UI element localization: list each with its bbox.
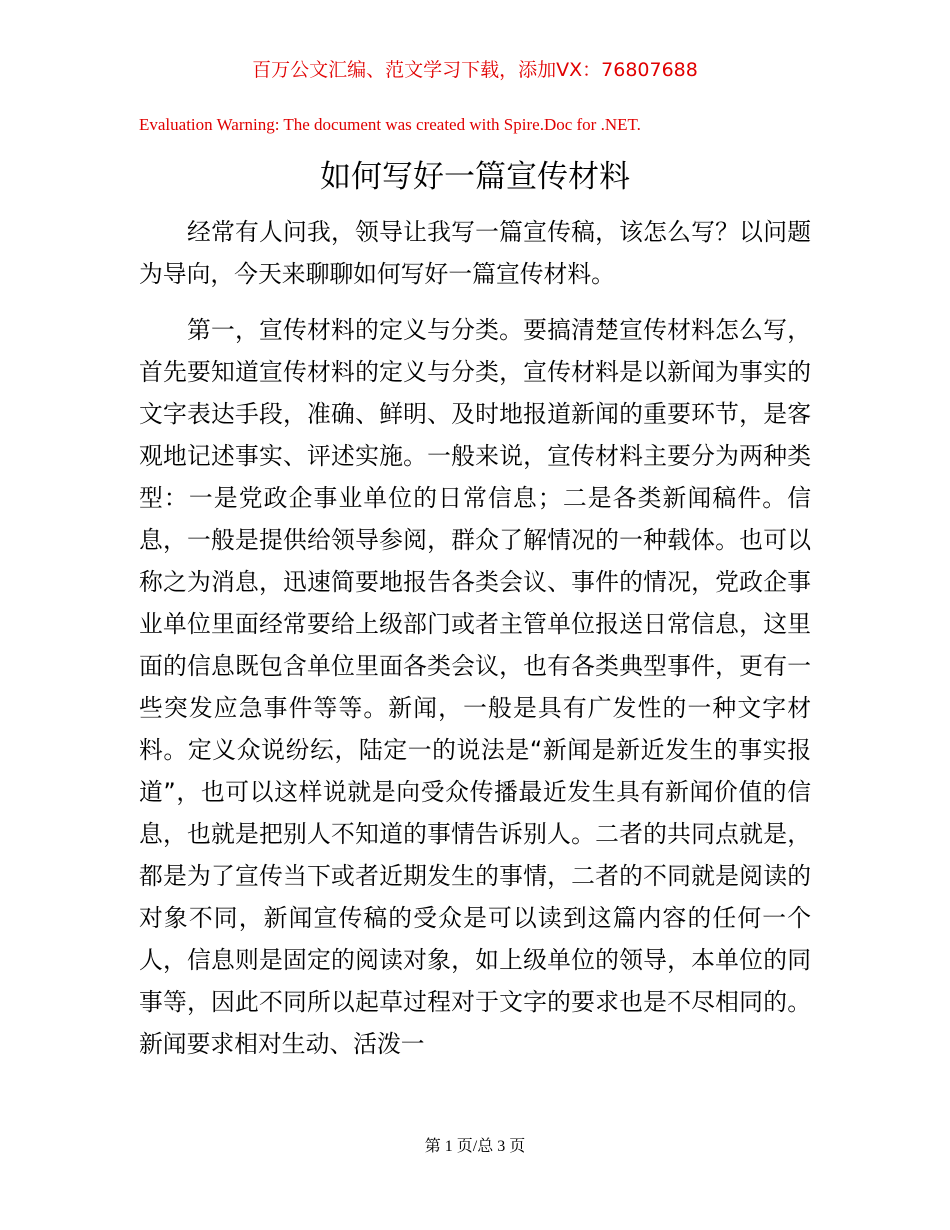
promo-banner: 百万公文汇编、范文学习下载，添加VX：76807688 [252,59,698,81]
body-paragraph-1: 经常有人问我，领导让我写一篇宣传稿，该怎么写？以问题为导向，今天来聊聊如何写好一篇宣传材料。 [139,218,811,288]
evaluation-warning: Evaluation Warning: The document was created with Spire.Doc for .NET. [139,115,641,134]
body-paragraph-2: 第一，宣传材料的定义与分类。要搞清楚宣传材料怎么写，首先要知道宣传材料的定义与分类，宣传材料是以新闻为事实的文字表达手段，准确、鲜明、及时地报道新闻的重要环节，是客观地记述事实、评述实施。一般来说，宣传材料主要分为两种类型：一是党政企事业单位的日常信息；二是各类新闻稿件。信息，一般是提供给领导参阅，群众了解情况的一种载体。也可以称之为消息，迅速简要地报告各类会议、事件的情况，党政企事业单位里面经常要给上级部门或者主管单位报送日常信息，这里面的信息既包含单位里面各类会议，也有各类典型事件，更有一些突发应急事件等等。新闻，一般是具有广发性的一种文字材料。定义众说纷纭，陆定一的说法是“新闻是新近发生的事实报道”，也可以这样说就是向受众传播最近发生具有新闻价值的信息，也就是把别人不知道的事情告诉别人。二者的共同点就是，都是为了宣传当下或者近期发生的事情，二者的不同就是阅读的对象不同，新闻宣传稿的受众是可以读到这篇内容的任何一个人，信息则是固定的阅读对象，如上级单位的领导，本单位的同事等，因此不同所以起草过程对于文字的要求也是不尽相同的。新闻要求相对生动、活泼一 [139,316,811,1058]
page-indicator: 第 1 页/总 3 页 [424,1138,526,1155]
document-title: 如何写好一篇宣传材料 [320,159,630,195]
